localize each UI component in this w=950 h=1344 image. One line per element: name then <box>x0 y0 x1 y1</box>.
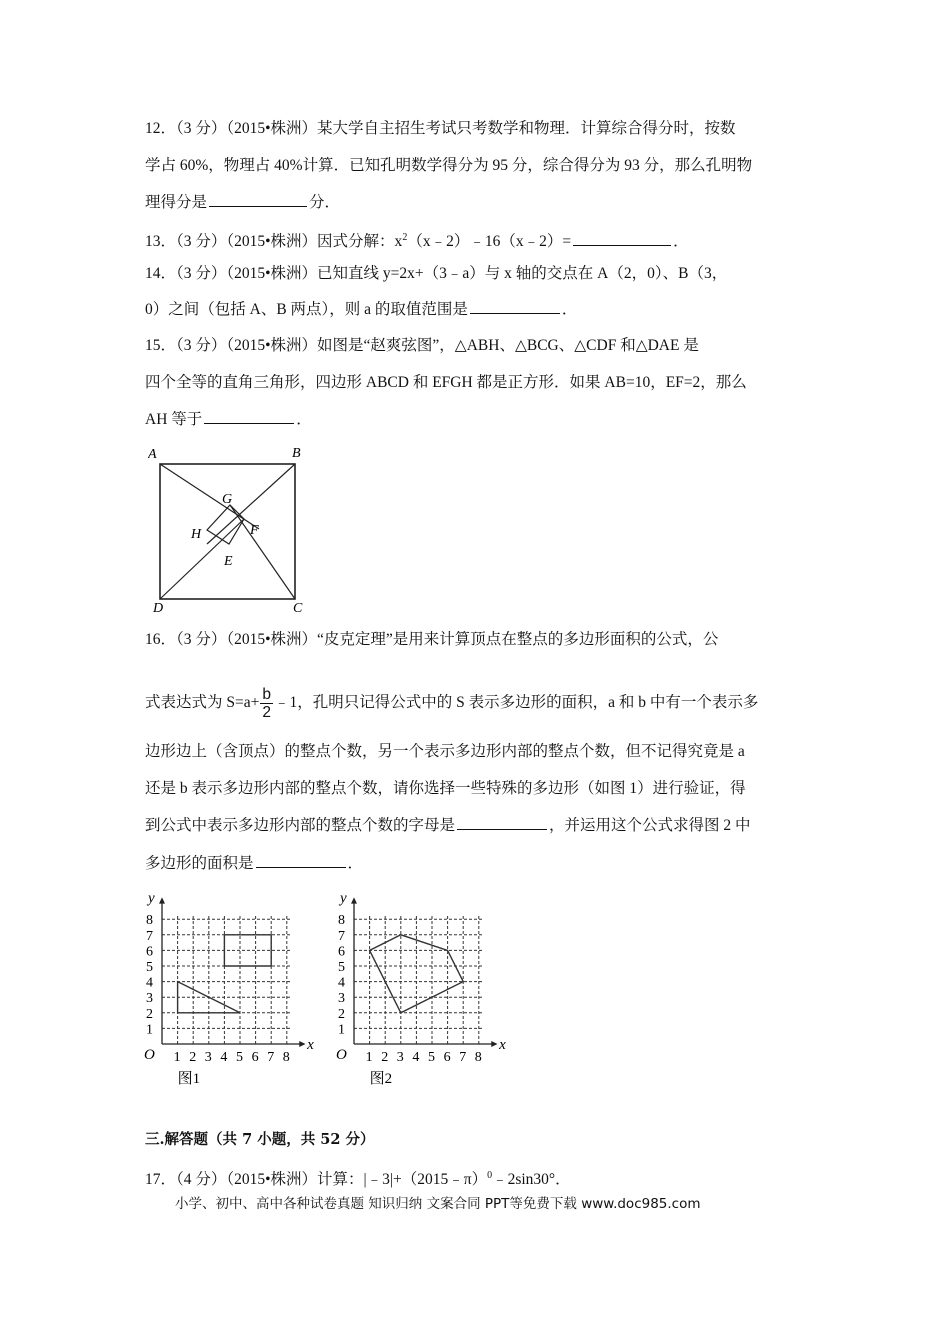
q17-exponent: 0 <box>487 1170 493 1181</box>
q16-answer-blank-1 <box>457 815 547 830</box>
y-tick-label: 1 <box>338 1022 345 1038</box>
q17-text-a: 17．（4 分）（2015•株洲）计算：|﹣3|+（2015﹣π） <box>145 1171 488 1188</box>
figure-2-grid <box>330 880 510 1085</box>
q16-line-3: 边形边上（含顶点）的整点个数，另一个表示多边形内部的整点个数，但不记得究竟是 a <box>145 743 745 760</box>
x-tick-label: 6 <box>443 1050 451 1065</box>
section-3-heading: 三.解答题（共 7 小题，共 52 分） <box>145 1131 375 1148</box>
q16-line-5 <box>145 815 751 837</box>
label-c: C <box>293 601 303 616</box>
label-a: A <box>148 447 157 462</box>
x-axis-label: x <box>307 1037 314 1053</box>
y-tick-label: 8 <box>338 913 345 929</box>
x-tick-label: 4 <box>412 1050 420 1065</box>
x-tick-label: 8 <box>282 1050 290 1065</box>
y-axis-label: y <box>340 890 347 907</box>
q16-text-d: ，并运用这个公式求得图 2 中 <box>549 817 751 834</box>
x-tick-label: 3 <box>396 1050 404 1065</box>
y-axis-arrow <box>351 897 357 903</box>
y-axis-arrow <box>159 897 165 903</box>
x-axis-arrow <box>491 1041 497 1047</box>
q14-text: 0）之间（包括 A、B 两点），则 a 的取值范围是 <box>145 301 468 318</box>
q16-line-2 <box>145 683 758 723</box>
y-tick-label: 8 <box>146 913 153 929</box>
q13-line <box>145 227 689 253</box>
label-g: G <box>222 492 233 507</box>
x-tick-label: 5 <box>236 1050 243 1065</box>
q15-line-3 <box>145 409 312 431</box>
q14-tail: ． <box>561 301 578 318</box>
y-axis-label: y <box>148 890 155 907</box>
y-tick-label: 1 <box>146 1022 153 1038</box>
footer-banner: 小学、初中、高中各种试卷真题 知识归纳 文案合同 PPT等免费下载 www.doc985.com <box>175 1196 701 1212</box>
q13-text-a: 13．（3 分）（2015•株洲）因式分解：x <box>145 233 403 250</box>
x-tick-label: 1 <box>365 1050 373 1065</box>
x-tick-label: 7 <box>267 1050 275 1065</box>
q16-line-4: 还是 b 表示多边形内部的整点个数，请你选择一些特殊的多边形（如图 1）进行验证，得 <box>145 780 746 797</box>
y-tick-label: 3 <box>146 991 153 1007</box>
y-tick-label: 2 <box>338 1006 345 1022</box>
y-tick-label: 7 <box>146 928 153 944</box>
q15-text: AH 等于 <box>145 411 203 428</box>
y-tick-label: 4 <box>338 975 345 991</box>
x-tick-label: 3 <box>204 1050 212 1065</box>
line-c <box>230 505 295 599</box>
q16-tail: ． <box>347 855 364 872</box>
q12-line-3 <box>145 192 340 214</box>
figure-2-caption: 图2 <box>369 1071 393 1085</box>
q14-line-1: 14．（3 分）（2015•株洲）已知直线 y=2x+（3﹣a）与 x 轴的交点在 A（2，0）、B（3， <box>145 265 728 282</box>
fraction-denominator: 2 <box>262 703 271 721</box>
q15-line-2: 四个全等的直角三角形，四边形 ABCD 和 EFGH 都是正方形．如果 AB=10，EF=2，那么 <box>145 374 747 391</box>
q15-answer-blank <box>204 409 294 424</box>
q13-tail: ． <box>673 233 689 250</box>
q12-line-2: 学占 60%，物理占 40%计算．已知孔明数学得分为 95 分，综合得分为 93 分，那么孔明物 <box>145 157 753 174</box>
label-h: H <box>191 527 202 542</box>
x-tick-label: 1 <box>173 1050 181 1065</box>
x-axis-label: x <box>499 1037 506 1053</box>
q16-line-1: 16．（3 分）（2015•株洲）“皮克定理”是用来计算顶点在整点的多边形面积的公式，公 <box>145 631 719 648</box>
q12-tail: 分． <box>309 194 341 211</box>
q15-tail: ． <box>296 411 312 428</box>
fraction-numerator: b <box>262 685 271 703</box>
y-tick-label: 5 <box>338 960 345 975</box>
q16-text-c: 到公式中表示多边形内部的整点个数的字母是 <box>145 817 456 834</box>
x-axis-arrow <box>299 1041 305 1047</box>
y-tick-label: 5 <box>146 960 153 975</box>
y-tick-label: 4 <box>146 975 153 991</box>
x-tick-label: 2 <box>189 1050 197 1065</box>
q14-line-2 <box>145 299 577 321</box>
fraction-b-over-2 <box>260 686 273 721</box>
x-tick-label: 4 <box>220 1050 228 1065</box>
label-e: E <box>224 554 233 569</box>
figure-1-caption: 图1 <box>177 1071 201 1085</box>
y-tick-label: 6 <box>338 944 345 960</box>
square-abcd <box>160 464 295 599</box>
label-d: D <box>153 601 164 616</box>
q17-line <box>145 1165 571 1191</box>
q16-text-a: 式表达式为 S=a+ <box>145 694 260 711</box>
x-tick-label: 7 <box>459 1050 467 1065</box>
q12-text: 理得分是 <box>145 194 208 211</box>
q12-line-1: 12．（3 分）（2015•株洲）某大学自主招生考试只考数学和物理．计算综合得分时，按数 <box>145 120 736 137</box>
x-tick-label: 2 <box>381 1050 389 1065</box>
q12-answer-blank <box>209 192 307 207</box>
q16-text-e: 多边形的面积是 <box>145 855 254 872</box>
y-tick-label: 7 <box>338 928 345 944</box>
y-tick-label: 2 <box>146 1006 153 1022</box>
q13-text-b: （x﹣2）﹣16（x﹣2）= <box>407 233 572 250</box>
x-tick-label: 6 <box>251 1050 259 1065</box>
q16-text-b: ﹣1，孔明只记得公式中的 S 表示多边形的面积，a 和 b 中有一个表示多 <box>273 694 759 711</box>
q16-answer-blank-2 <box>256 853 346 868</box>
q14-answer-blank <box>470 299 560 314</box>
q15-line-1: 15．（3 分）（2015•株洲）如图是“赵爽弦图”，△ABH、△BCG、△CDF 和△DAE 是 <box>145 337 699 354</box>
origin-label: O <box>336 1047 347 1063</box>
x-tick-label: 5 <box>428 1050 435 1065</box>
y-tick-label: 6 <box>146 944 153 960</box>
q17-text-b: ﹣2sin30°． <box>492 1171 571 1188</box>
origin-label: O <box>144 1047 155 1063</box>
q16-line-6 <box>145 853 363 875</box>
figure-1-grid <box>138 880 318 1085</box>
zhao-shuang-figure <box>148 442 318 617</box>
x-tick-label: 8 <box>474 1050 482 1065</box>
y-tick-label: 3 <box>338 991 345 1007</box>
label-b: B <box>292 446 301 461</box>
q13-exponent: 2 <box>402 232 408 243</box>
q13-answer-blank <box>573 231 671 246</box>
label-f: F <box>250 523 259 538</box>
